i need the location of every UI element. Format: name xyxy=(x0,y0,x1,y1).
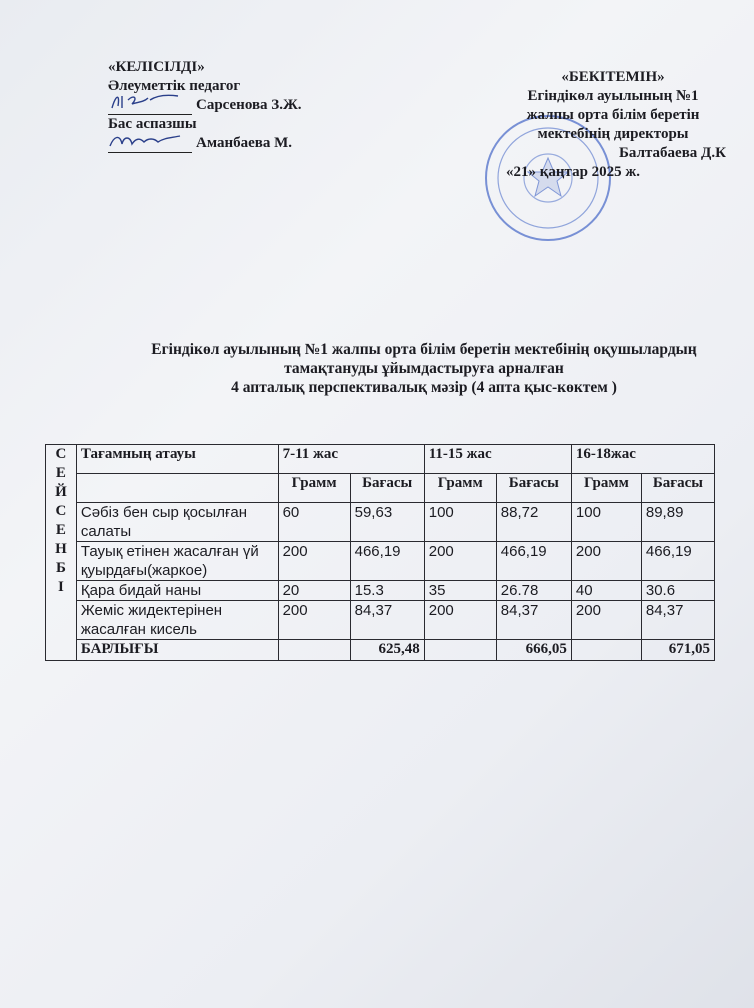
total-label: БАРЛЫҒЫ xyxy=(76,640,278,661)
header-dish-name: Тағамның атауы xyxy=(76,445,278,474)
table-row xyxy=(46,581,715,601)
subheader-price: Бағасы xyxy=(496,474,571,503)
table-total-row xyxy=(46,640,715,661)
cell-value: 84,37 xyxy=(350,601,424,640)
cell-value: 200 xyxy=(278,542,350,581)
title-line1: Егіндікөл ауылының №1 жалпы орта білім беретін мектебінің оқушылардың xyxy=(151,341,697,358)
document-title xyxy=(92,340,754,397)
subheader-empty xyxy=(76,474,278,503)
header-age-16-18: 16-18жас xyxy=(571,445,714,474)
total-empty xyxy=(424,640,496,661)
subheader-gram: Грамм xyxy=(571,474,641,503)
cell-value: 100 xyxy=(424,503,496,542)
cell-value: 200 xyxy=(571,542,641,581)
cell-value: 466,19 xyxy=(641,542,714,581)
total-7-11: 625,48 xyxy=(350,640,424,661)
signature-line xyxy=(108,100,192,115)
total-empty xyxy=(278,640,350,661)
approval-left-role1: Әлеуметтік педагог xyxy=(108,78,241,94)
approval-left-signature-row1 xyxy=(108,96,302,115)
approval-right-heading: «БЕКІТЕМІН» xyxy=(561,69,665,85)
dish-name: Сәбіз бен сыр қосылған салаты xyxy=(76,503,278,542)
cell-value: 466,19 xyxy=(350,542,424,581)
table-row xyxy=(46,542,715,581)
cell-value: 26.78 xyxy=(496,581,571,601)
cell-value: 100 xyxy=(571,503,641,542)
cell-value: 15.3 xyxy=(350,581,424,601)
cell-value: 88,72 xyxy=(496,503,571,542)
title-line2: тамақтануды ұйымдастыруға арналған xyxy=(284,360,564,377)
signature-line xyxy=(108,138,192,153)
approval-right-date: «21» қаңтар 2025 ж. xyxy=(506,164,641,180)
cell-value: 84,37 xyxy=(496,601,571,640)
subheader-gram: Грамм xyxy=(424,474,496,503)
cell-value: 466,19 xyxy=(496,542,571,581)
total-16-18: 671,05 xyxy=(641,640,714,661)
day-label: С Е Й С Е Н Б І xyxy=(55,446,67,595)
approval-right-person: Балтабаева Д.К xyxy=(619,145,726,161)
title-line3: 4 апталық перспективалық мәзір (4 апта қыс-көктем ) xyxy=(231,379,617,396)
cell-value: 20 xyxy=(278,581,350,601)
dish-name: Тауық етінен жасалған үй қуырдағы(жаркое) xyxy=(76,542,278,581)
approval-left-signature-row2 xyxy=(108,134,302,153)
cell-value: 30.6 xyxy=(641,581,714,601)
cell-value: 35 xyxy=(424,581,496,601)
day-label-cell xyxy=(46,445,77,661)
table-header-row xyxy=(46,445,715,474)
subheader-price: Бағасы xyxy=(641,474,714,503)
cell-value: 200 xyxy=(424,542,496,581)
cell-value: 40 xyxy=(571,581,641,601)
total-empty xyxy=(571,640,641,661)
signature-icon xyxy=(108,90,192,114)
total-11-15: 666,05 xyxy=(496,640,571,661)
cell-value: 200 xyxy=(278,601,350,640)
approval-left-heading: «КЕЛІСІЛДІ» xyxy=(108,59,205,75)
signature-icon xyxy=(108,128,192,152)
cell-value: 59,63 xyxy=(350,503,424,542)
subheader-gram: Грамм xyxy=(278,474,350,503)
menu-table xyxy=(45,444,715,661)
approval-left-role2: Бас аспазшы xyxy=(108,116,197,132)
cell-value: 200 xyxy=(571,601,641,640)
cell-value: 200 xyxy=(424,601,496,640)
approval-left-person1: Сарсенова З.Ж. xyxy=(196,97,302,113)
table-row xyxy=(46,601,715,640)
dish-name: Жеміс жидектерінен жасалған кисель xyxy=(76,601,278,640)
cell-value: 60 xyxy=(278,503,350,542)
approval-right-line2: жалпы орта білім беретін xyxy=(526,107,700,123)
approval-right-block xyxy=(498,68,728,182)
subheader-price: Бағасы xyxy=(350,474,424,503)
dish-name: Қара бидай наны xyxy=(76,581,278,601)
approval-left-person2: Аманбаева М. xyxy=(196,135,293,151)
approval-right-line1: Егіндікөл ауылының №1 xyxy=(527,88,699,104)
cell-value: 89,89 xyxy=(641,503,714,542)
header-age-7-11: 7-11 жас xyxy=(278,445,424,474)
cell-value: 84,37 xyxy=(641,601,714,640)
header-age-11-15: 11-15 жас xyxy=(424,445,571,474)
approval-left-block xyxy=(108,58,302,153)
table-row xyxy=(46,503,715,542)
approval-right-line3: мектебінің директоры xyxy=(537,126,689,142)
table-subheader-row xyxy=(46,474,715,503)
